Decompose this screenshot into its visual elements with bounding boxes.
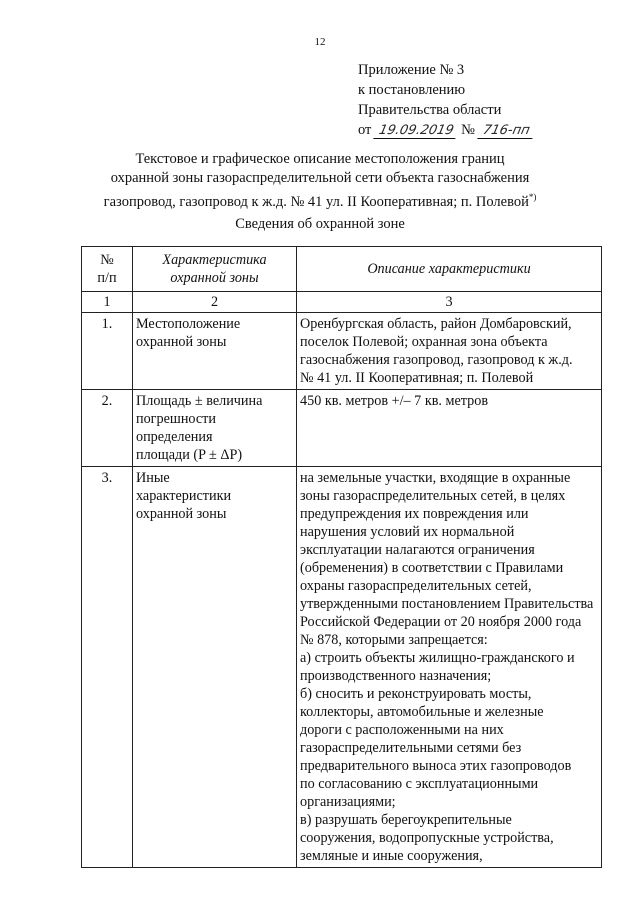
desc-line: газоснабжения газопровод, газопровод к ж.д. [300,352,573,368]
desc-line: № 878, которыми запрещается: [300,632,488,648]
desc-line: в) разрушать берегоукрепительные [300,812,512,828]
title-line-3-text: газопровод, газопровод к ж.д. № 41 ул. II Кооперативная; п. Полевой [103,193,529,210]
header-num [82,247,133,292]
header-num-line1: № [100,252,114,268]
desc-line: организациями; [300,794,396,810]
table-row [82,313,602,390]
desc-line: по согласованию с эксплуатационными [300,776,539,792]
title-line-3 [0,188,640,212]
desc-line: эксплуатации налагаются ограничения [300,542,535,558]
header-characteristic [133,247,297,292]
section-subtitle: Сведения об охранной зоне [235,216,405,232]
desc-line: Оренбургская область, район Домбаровский, [300,316,572,332]
desc-line: газораспределительными сетями без [300,740,522,756]
desc-line: нарушения условий их нормальной [300,524,515,540]
from-label: от [358,122,372,138]
header-num-line2: п/п [97,270,117,286]
row-characteristic [133,467,297,868]
appendix-title: Приложение № 3 [358,62,465,78]
char-line: Местоположение [136,316,241,332]
desc-line: 450 кв. метров +/– 7 кв. метров [300,393,489,409]
desc-line: дороги с расположенными на них [300,722,504,738]
header-description: Описание характеристики [297,247,602,292]
appendix-resolution-line: к постановлению [358,82,466,98]
row-description [297,390,602,467]
desc-line: б) сносить и реконструировать мосты, [300,686,532,702]
table-header-row [82,247,602,292]
desc-line: поселок Полевой; охранная зона объекта [300,334,548,350]
column-number-row [82,292,602,313]
char-line: определения [136,429,213,445]
handwritten-date: 19.09.2019 [373,123,459,139]
row-num: 1. [82,313,133,390]
table-row [82,467,602,868]
char-line: характеристики [136,488,232,504]
zone-info-table [81,246,602,868]
appendix-block [358,60,533,140]
desc-line: производственного назначения; [300,668,492,684]
row-description [297,313,602,390]
desc-line: утвержденными постановлением Правительства [300,596,594,612]
col-number-2: 2 [133,292,297,313]
desc-line: сооружения, водопропускные устройства, [300,830,554,846]
row-num: 2. [82,390,133,467]
desc-line: предупреждения их повреждения или [300,506,529,522]
row-characteristic [133,390,297,467]
table-row [82,390,602,467]
desc-line: на земельные участки, входящие в охранные [300,470,571,486]
desc-line: Российской Федерации от 20 ноября 2000 года [300,614,582,630]
desc-line: зоны газораспределительных сетей, в целях [300,488,566,504]
title-line-1: Текстовое и графическое описание местоположения границ [135,151,505,167]
footnote-mark: *) [528,192,537,202]
desc-line: (обременения) в соответствии с Правилами [300,560,564,576]
header-char-line1: Характеристика [162,252,267,268]
title-line-2: охранной зоны газораспределительной сети объекта газоснабжения [110,170,530,186]
row-num: 3. [82,467,133,868]
desc-line: а) строить объекты жилищно-гражданского и [300,650,575,666]
appendix-date-number-line [358,120,533,140]
char-line: площади (P ± ΔP) [136,447,243,463]
desc-line: № 41 ул. II Кооперативная; п. Полевой [300,370,534,386]
appendix-government-line: Правительства области [358,102,502,118]
char-line: погрешности [136,411,216,427]
number-label: № [461,122,475,138]
header-char-line2: охранной зоны [170,270,259,286]
char-line: охранной зоны [136,506,227,522]
desc-line: коллекторы, автомобильные и железные [300,704,544,720]
desc-line: земляные и иные сооружения, [300,848,483,864]
char-line: Иные [136,470,170,486]
document-title [0,150,640,212]
desc-line: предварительного выноса этих газопроводов [300,758,572,774]
col-number-3: 3 [297,292,602,313]
handwritten-number: 716-пп [477,123,535,139]
desc-line: охраны газораспределительных сетей, [300,578,532,594]
page-number: 12 [314,36,326,48]
row-characteristic [133,313,297,390]
row-description [297,467,602,868]
char-line: Площадь ± величина [136,393,263,409]
char-line: охранной зоны [136,334,227,350]
col-number-1: 1 [82,292,133,313]
